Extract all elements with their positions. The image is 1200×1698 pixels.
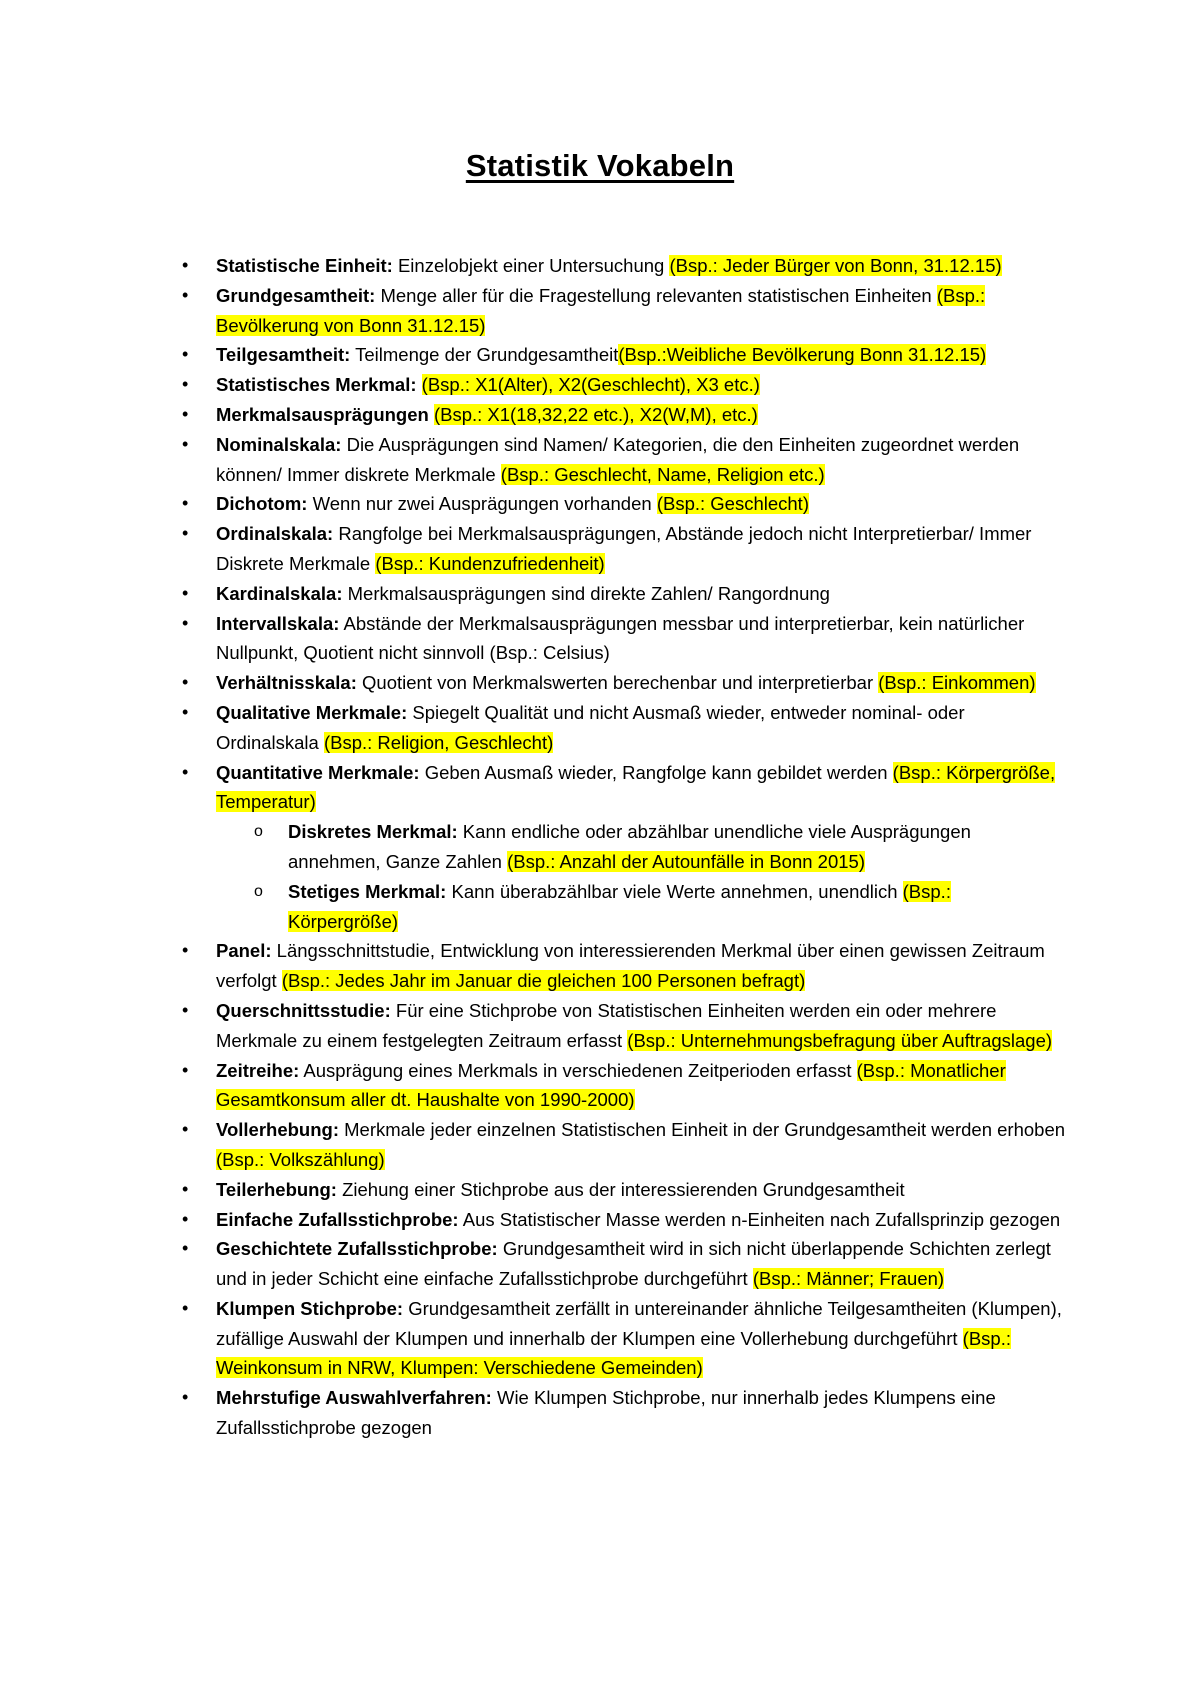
term: Merkmalsausprägungen <box>216 403 429 425</box>
list-item <box>216 489 1066 519</box>
definition: Menge aller für die Fragestellung relevanten statistischen Einheiten <box>375 284 937 306</box>
term: Geschichtete Zufallsstichprobe: <box>216 1238 498 1260</box>
definition: Ziehung einer Stichprobe aus der interessierenden Grundgesamtheit <box>336 1178 905 1200</box>
definition: Aus Statistischer Masse werden n-Einheiten nach Zufallsprinzip gezogen <box>458 1208 1061 1230</box>
definition: Kann endliche oder abzählbar unendliche viele Ausprägungen annehmen, Ganze Zahlen <box>288 821 971 872</box>
term: Intervallskala: <box>216 612 340 634</box>
list-item <box>216 400 1066 430</box>
definition: Einzelobjekt einer Untersuchung <box>392 255 670 276</box>
term: Dichotom: <box>216 493 308 515</box>
term: Statistische Einheit: <box>216 255 393 276</box>
definition: Die Ausprägungen sind Namen/ Kategorien, die den Einheiten zugeordnet werden können/ Immer diskrete Merkmale <box>216 433 1020 485</box>
vocabulary-list <box>216 251 1066 1443</box>
list-item <box>216 430 1066 490</box>
term: Verhältnisskala: <box>216 672 357 694</box>
definition: Teilmenge der Grundgesamtheit <box>350 344 619 366</box>
list-item <box>216 609 1066 669</box>
term: Kardinalskala: <box>216 582 343 604</box>
example-highlight: (Bsp.:Weibliche Bevölkerung Bonn 31.12.15) <box>618 344 987 366</box>
definition: Merkmalsausprägungen sind direkte Zahlen/ Rangordnung <box>342 582 830 604</box>
example-highlight: (Bsp.: Körpergröße, Temperatur) <box>216 761 1056 813</box>
list-item <box>216 996 1066 1056</box>
example-highlight: (Bsp.: Monatlicher Gesamtkonsum aller dt. Haushalte von 1990-2000) <box>216 1059 1006 1111</box>
list-item <box>216 579 1066 609</box>
term: Querschnittsstudie: <box>216 999 391 1021</box>
term: Klumpen Stichprobe: <box>216 1297 404 1319</box>
definition <box>417 374 422 395</box>
list-item <box>216 1175 1066 1205</box>
list-item <box>216 758 1066 937</box>
list-item <box>216 936 1066 996</box>
list-item <box>216 1383 1066 1443</box>
term: Zeitreihe: <box>216 1059 300 1081</box>
example-highlight: (Bsp.: Männer; Frauen) <box>752 1268 945 1290</box>
definition: Wie Klumpen Stichprobe, nur innerhalb jedes Klumpens eine Zufallsstichprobe gezogen <box>216 1387 996 1439</box>
term: Mehrstufige Auswahlverfahren: <box>216 1387 492 1409</box>
definition: Quotient von Merkmalswerten berechenbar und interpretierbar <box>356 672 879 694</box>
term: Ordinalskala: <box>216 523 334 545</box>
term: Grundgesamtheit: <box>216 284 376 306</box>
example-highlight: (Bsp.: X1(Alter), X2(Geschlecht), X3 etc.) <box>421 374 760 396</box>
example-highlight: (Bsp.: Kundenzufriedenheit) <box>375 552 605 574</box>
example-highlight: (Bsp.: Anzahl der Autounfälle in Bonn 2015) <box>507 850 865 872</box>
definition: Kann überabzählbar viele Werte annehmen, unendlich <box>446 880 903 902</box>
list-item <box>216 281 1066 341</box>
page-title: Statistik Vokabeln <box>465 148 735 183</box>
term: Vollerhebung: <box>216 1119 339 1141</box>
term: Teilerhebung: <box>216 1178 337 1200</box>
example-highlight: (Bsp.: Volkszählung) <box>216 1148 385 1170</box>
list-item <box>216 340 1066 370</box>
definition: Merkmale jeder einzelnen Statistischen Einheit in der Grundgesamtheit werden erhoben <box>339 1119 1066 1141</box>
term: Statistisches Merkmal: <box>216 374 417 396</box>
sub-list <box>216 817 1066 936</box>
list-item <box>216 1205 1066 1235</box>
definition: Wenn nur zwei Ausprägungen vorhanden <box>307 493 657 515</box>
list-item <box>216 698 1066 758</box>
example-highlight: (Bsp.: X1(18,32,22 etc.), X2(W,M), etc.) <box>433 403 758 425</box>
list-item <box>216 1294 1066 1383</box>
definition: Grundgesamtheit zerfällt in untereinander ähnliche Teilgesamtheiten (Klumpen), zufällige Auswahl der Klumpen und innerhalb der Klumpen eine Vollerhebung durchgeführt <box>216 1297 1062 1349</box>
example-highlight: (Bsp.: Bevölkerung von Bonn 31.12.15) <box>216 284 986 336</box>
example-highlight: (Bsp.: Körpergröße) <box>288 880 951 932</box>
list-item <box>216 251 1066 281</box>
definition: Abstände der Merkmalsausprägungen messbar und interpretierbar, kein natürlicher Nullpunkt, Quotient nicht sinnvoll (Bsp.: Celsius) <box>216 612 1025 664</box>
term: Einfache Zufallsstichprobe: <box>216 1208 459 1230</box>
term: Stetiges Merkmal: <box>288 880 447 902</box>
term: Teilgesamtheit: <box>216 344 351 366</box>
example-highlight: (Bsp.: Unternehmungsbefragung über Auftragslage) <box>627 1029 1053 1051</box>
term: Diskretes Merkmal: <box>288 821 458 843</box>
example-highlight: (Bsp.: Weinkonsum in NRW, Klumpen: Verschiedene Gemeinden) <box>216 1327 1011 1379</box>
list-item <box>216 1056 1066 1116</box>
example-highlight: (Bsp.: Jeder Bürger von Bonn, 31.12.15) <box>669 255 1002 276</box>
definition: Grundgesamtheit wird in sich nicht überlappende Schichten zerlegt und in jeder Schicht eine einfache Zufallsstichprobe durchgeführt <box>216 1238 1051 1290</box>
definition: Für eine Stichprobe von Statistischen Einheiten werden ein oder mehrere Merkmale zu einem festgelegten Zeitraum erfasst <box>216 999 997 1051</box>
list-item <box>216 668 1066 698</box>
term: Panel: <box>216 940 272 962</box>
definition: Rangfolge bei Merkmalsausprägungen, Abstände jedoch nicht Interpretierbar/ Immer Diskrete Merkmale <box>216 523 1032 574</box>
definition: Geben Ausmaß wieder, Rangfolge kann gebildet werden <box>419 761 893 783</box>
list-item <box>216 1115 1066 1175</box>
definition: Ausprägung eines Merkmals in verschiedenen Zeitperioden erfasst <box>299 1059 857 1081</box>
example-highlight: (Bsp.: Geschlecht, Name, Religion etc.) <box>500 463 825 485</box>
sub-list-item <box>288 817 1066 877</box>
list-item <box>216 519 1066 579</box>
example-highlight: (Bsp.: Einkommen) <box>878 672 1036 694</box>
list-item <box>216 370 1066 400</box>
term: Quantitative Merkmale: <box>216 761 420 783</box>
term: Qualitative Merkmale: <box>216 701 408 723</box>
sub-list-item <box>288 877 1066 937</box>
term: Nominalskala: <box>216 433 342 455</box>
example-highlight: (Bsp.: Jedes Jahr im Januar die gleichen 100 Personen befragt) <box>281 970 806 992</box>
example-highlight: (Bsp.: Religion, Geschlecht) <box>323 731 554 753</box>
definition: Längsschnittstudie, Entwicklung von interessierenden Merkmal über einen gewissen Zeitraum verfolgt <box>216 940 1045 992</box>
example-highlight: (Bsp.: Geschlecht) <box>656 493 809 515</box>
list-item <box>216 1234 1066 1294</box>
definition: Spiegelt Qualität und nicht Ausmaß wieder, entweder nominal- oder Ordinalskala <box>216 701 965 753</box>
